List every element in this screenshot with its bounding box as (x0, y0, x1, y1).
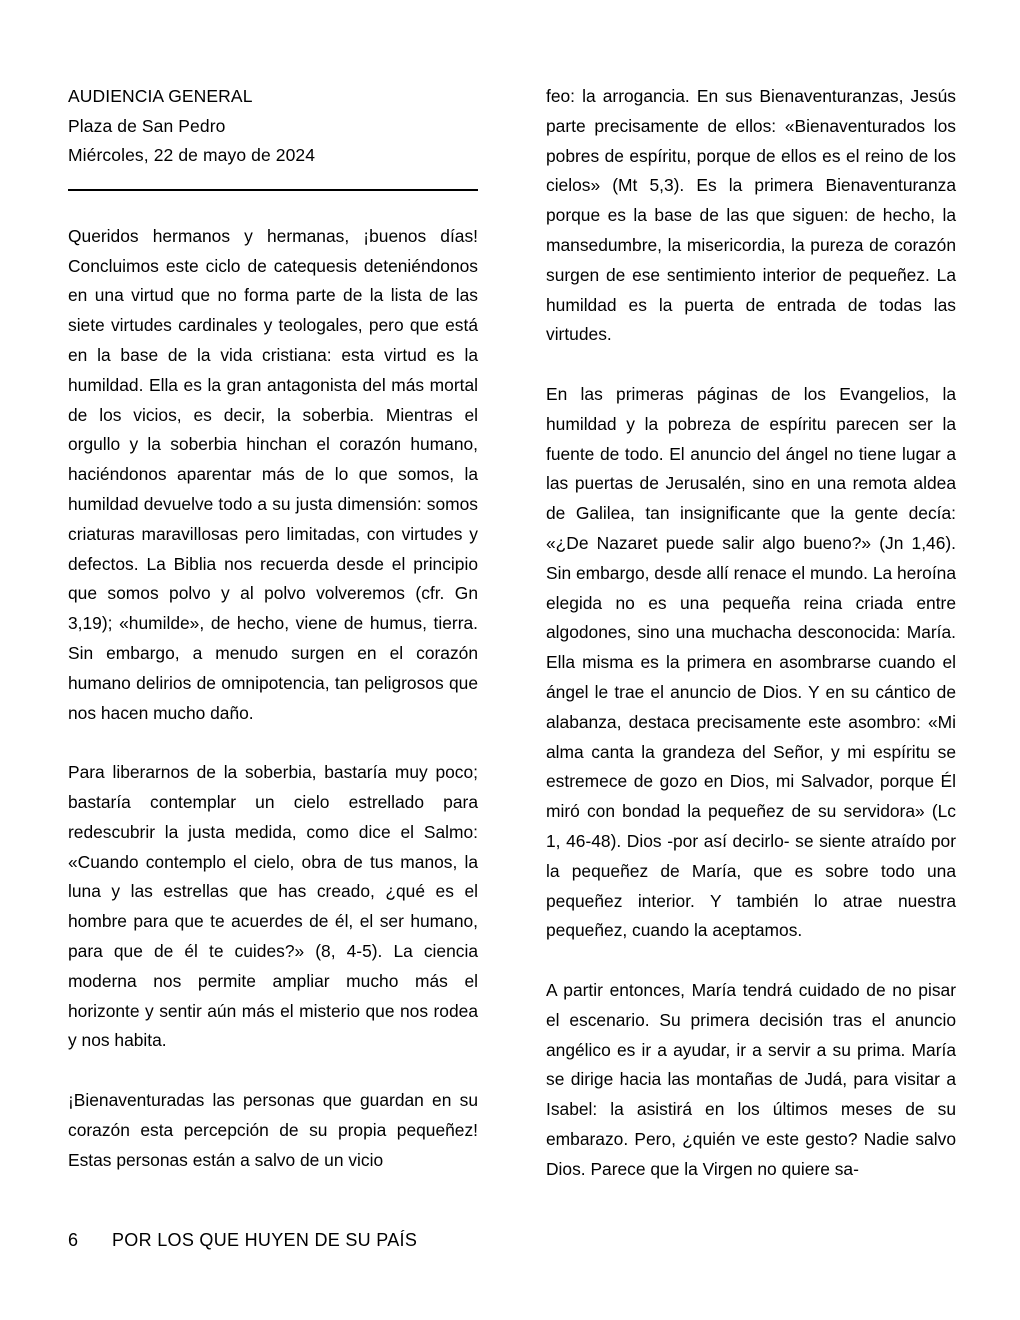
paragraph: ¡Bienaventuradas las personas que guardan en su corazón esta percepción de su propia pequeñez! Estas personas están a salvo de un vicio (68, 1090, 478, 1170)
left-column (68, 82, 478, 1175)
masthead-divider (68, 189, 478, 191)
paragraph: Para liberarnos de la soberbia, bastaría muy poco; bastaría contemplar un cielo estrellado para redescubrir la justa medida, como dice el Salmo: «Cuando contemplo el cielo, obra de tus manos, la luna y las estrellas que has creado, ¿qué es el hombre para que te acuerdes de él, el ser humano, para que de él te cuides?» (8, 4-5). La ciencia moderna nos permite ampliar mucho más el horizonte y sentir aún más el misterio que nos rodea y nos habita. (68, 762, 478, 1051)
right-column (546, 82, 956, 1184)
two-column-body (68, 82, 956, 1184)
masthead-place: Plaza de San Pedro (68, 115, 226, 136)
paragraph: A partir entonces, María tendrá cuidado de no pisar el escenario. Su primera decisión tras el anuncio angélico es ir a ayudar, ir a servir a su prima. María se dirige hacia las montañas de Judá, para visitar a Isabel: la asistirá en los últimos meses de su embarazo. Pero, ¿quién ve este gesto? Nadie salvo Dios. Parece que la Virgen no quiere sa- (546, 979, 956, 1179)
paragraph: feo: la arrogancia. En sus Bienaventuranzas, Jesús parte precisamente de ellos: «Bienaventurados los pobres de espíritu, porque de ellos es el reino de los cielos» (Mt 5,3). Es la primera Bienaventuranza porque es la base de las que siguen: de hecho, la mansedumbre, la misericordia, la pureza de corazón surgen de ese sentimiento interior de pequeñez. La humildad es la puerta de entrada de todas las virtudes. (546, 86, 956, 345)
paragraph: En las primeras páginas de los Evangelios, la humildad y la pobreza de espíritu parecen ser la fuente de todo. El anuncio del ángel no tiene lugar a las puertas de Jerusalén, sino en una remota aldea de Galilea, tan insignificante que la gente decía: «¿De Nazaret puede salir algo bueno?» (Jn 1,46). Sin embargo, desde allí renace el mundo. La heroína elegida no es una pequeña reina criada entre algodones, sino una muchacha desconocida: María. Ella misma es la primera en asombrarse cuando el ángel le trae el anuncio de Dios. Y en su cántico de alabanza, destaca precisamente este asombro: «Mi alma canta la grandeza del Señor, y mi espíritu se estremece de gozo en Dios, mi Salvador, porque Él miró con bondad la pequeñez de su servidora» (Lc 1, 46-48). Dios -por así decirlo- se siente atraído por la pequeñez de María, que es sobre todo una pequeñez interior. Y también lo atrae nuestra pequeñez, cuando la aceptamos. (546, 383, 956, 941)
footer-page-number: 6 (68, 1230, 79, 1250)
masthead-title: AUDIENCIA GENERAL (68, 86, 253, 106)
paragraph: Queridos hermanos y hermanas, ¡buenos días! Concluimos este ciclo de catequesis deteniéndonos en una virtud que no forma parte de la lista de las siete virtudes cardinales y teologales, pero que está en la base de la vida cristiana: esta virtud es la humildad. Ella es la gran antagonista del más mortal de los vicios, es decir, la soberbia. Mientras el orgullo y la soberbia hinchan el corazón humano, haciéndonos aparentar más de lo que somos, la humildad devuelve todo a su justa dimensión: somos criaturas maravillosas pero limitadas, con virtudes y defectos. La Biblia nos recuerda desde el principio que somos polvo y al polvo volveremos (cfr. Gn 3,19); «humilde», de hecho, viene de humus, tierra. Sin embargo, a menudo surgen en el corazón humano delirios de omnipotencia, tan peligrosos que nos hacen mucho daño. (68, 225, 478, 723)
footer-running-title: POR LOS QUE HUYEN DE SU PAÍS (112, 1230, 418, 1250)
page-footer (68, 1228, 417, 1252)
masthead-date: Miércoles, 22 de mayo de 2024 (68, 145, 316, 165)
masthead (68, 82, 478, 171)
